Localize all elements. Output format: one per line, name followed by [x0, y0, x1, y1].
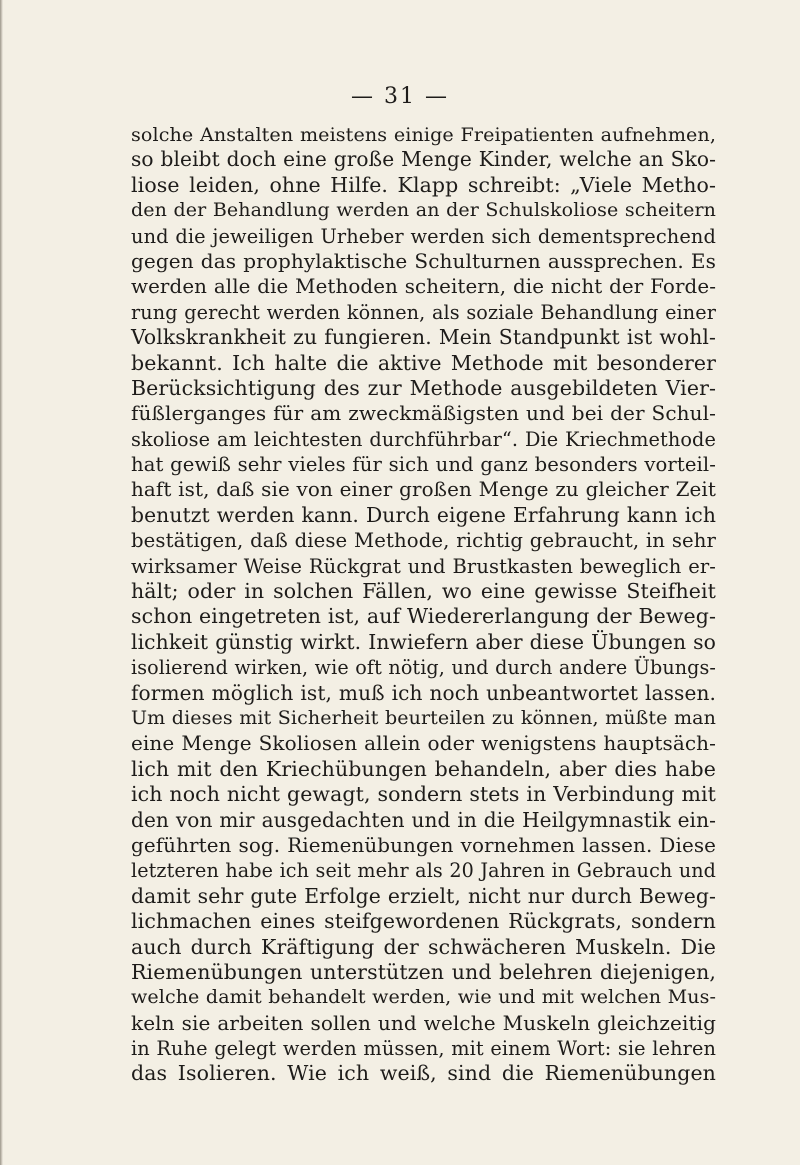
text-line-32: lichmachen eines steifgewordenen Rückgrats, sondern: [131, 909, 716, 934]
page-number: — 31 —: [351, 84, 449, 109]
text-line-19: hält; oder in solchen Fällen, wo eine gewisse Steifheit: [131, 579, 716, 604]
text-line-30: letzteren habe ich seit mehr als 20 Jahren in Gebrauch und: [131, 859, 716, 883]
text-line-12: füßlerganges für am zweckmäßigsten und bei der Schul-: [131, 401, 716, 426]
text-line-15: haft ist, daß sie von einer großen Menge zu gleicher Zeit: [131, 478, 716, 502]
text-line-21: lichkeit günstig wirkt. Inwiefern aber diese Übungen so: [131, 629, 716, 654]
text-line-38: das Isolieren. Wie ich weiß, sind die Riemenübungen: [131, 1061, 716, 1086]
text-line-33: auch durch Kräftigung der schwächeren Muskeln. Die: [131, 934, 716, 959]
text-line-17: bestätigen, daß diese Methode, richtig gebraucht, in sehr: [131, 529, 716, 553]
text-line-29: geführten sog. Riemenübungen vornehmen lassen. Diese: [131, 833, 716, 857]
text-line-3: liose leiden, ohne Hilfe. Klapp schreibt: „Viele Metho-: [131, 172, 716, 197]
body-text: [131, 122, 716, 1087]
text-line-36: keln sie arbeiten sollen und welche Muskeln gleichzeitig: [131, 1010, 716, 1035]
text-line-4: den der Behandlung werden an der Schulskoliose scheitern: [131, 199, 716, 222]
text-line-24: Um dieses mit Sicherheit beurteilen zu können, müßte man: [131, 706, 716, 729]
text-line-9: Volkskrankheit zu fungieren. Mein Standpunkt ist wohl-: [131, 325, 716, 350]
text-line-27: ich noch nicht gewagt, sondern stets in Verbindung mit: [131, 782, 716, 807]
text-line-16: benutzt werden kann. Durch eigene Erfahrung kann ich: [131, 502, 716, 527]
text-line-26: lich mit den Kriechübungen behandeln, aber dies habe: [131, 756, 716, 781]
text-line-6: gegen das prophylaktische Schulturnen aussprechen. Es: [131, 248, 716, 273]
text-line-8: rung gerecht werden können, als soziale Behandlung einer: [131, 300, 716, 324]
text-line-23: formen möglich ist, muß ich noch unbeantwortet lassen.: [131, 680, 716, 705]
text-line-35: welche damit behandelt werden, wie und mit welchen Mus-: [131, 986, 716, 1009]
text-line-22: isolierend wirken, wie oft nötig, und durch andere Übungs-: [131, 656, 716, 680]
text-line-34: Riemenübungen unterstützen und belehren diejenigen,: [131, 959, 716, 984]
page-edge-shadow: [0, 0, 3, 1165]
text-line-14: hat gewiß sehr vieles für sich und ganz besonders vorteil-: [131, 453, 716, 477]
text-line-25: eine Menge Skoliosen allein oder wenigstens hauptsäch-: [131, 731, 716, 756]
text-line-28: den von mir ausgedachten und in die Heilgymnastik ein-: [131, 807, 716, 832]
text-line-18: wirksamer Weise Rückgrat und Brustkasten beweglich er-: [131, 554, 716, 578]
text-line-20: schon eingetreten ist, auf Wiedererlangung der Beweg-: [131, 604, 716, 629]
text-line-5: und die jeweiligen Urheber werden sich dementsprechend: [131, 224, 716, 248]
text-line-11: Berücksichtigung des zur Methode ausgebildeten Vier-: [131, 375, 716, 400]
text-line-2: so bleibt doch eine große Menge Kinder, welche an Sko-: [131, 147, 716, 172]
text-line-13: skoliose am leichtesten durchführbar“. Die Kriechmethode: [131, 427, 716, 451]
text-line-37: in Ruhe gelegt werden müssen, mit einem Wort: sie lehren: [131, 1037, 716, 1061]
text-line-7: werden alle die Methoden scheitern, die nicht der Forde-: [131, 275, 716, 299]
text-line-31: damit sehr gute Erfolge erzielt, nicht nur durch Beweg-: [131, 883, 716, 908]
text-line-1: solche Anstalten meistens einige Freipatienten aufnehmen,: [131, 123, 716, 146]
text-line-10: bekannt. Ich halte die aktive Methode mit besonderer: [131, 350, 716, 375]
